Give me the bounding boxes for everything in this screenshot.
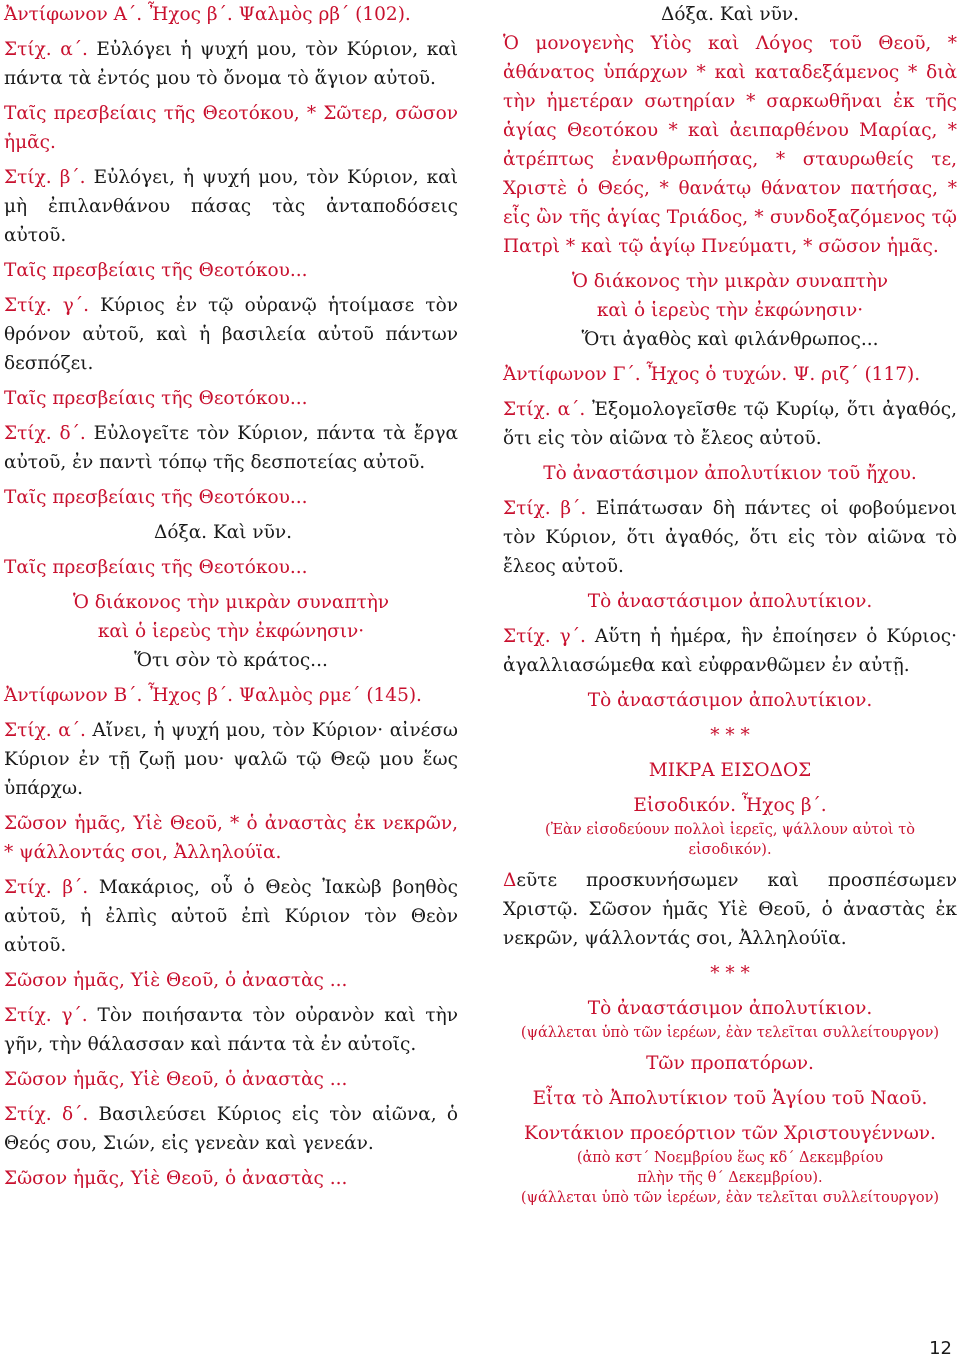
apolytikion-rubric: Τὸ ἀναστάσιμον ἀπολυτίκιον. bbox=[587, 690, 873, 711]
refrain-short: Ταῖς πρεσβείαις τῆς Θεοτόκου... bbox=[4, 388, 308, 409]
antiphon-3-verse-3 bbox=[503, 622, 957, 680]
verse-label: Στίχ. α΄. bbox=[4, 39, 88, 60]
left-column bbox=[4, 0, 458, 1199]
antiphon-2-verse-2 bbox=[4, 873, 458, 960]
glory-heading: Δόξα. Καὶ νῦν. bbox=[660, 4, 799, 25]
refrain-short: Σῶσον ἡμᾶς, Υἱὲ Θεοῦ, ὁ ἀναστὰς ... bbox=[4, 1069, 348, 1090]
antiphon-1-verse-1 bbox=[4, 35, 458, 93]
page-number: 12 bbox=[929, 1338, 952, 1359]
temple-apolytikion-rubric: Εἶτα τὸ Ἀπολυτίκιον τοῦ Ἁγίου τοῦ Ναοῦ. bbox=[532, 1088, 928, 1109]
verse-label: Στίχ. β΄. bbox=[4, 167, 86, 188]
verse-label: Στίχ. δ΄. bbox=[4, 1104, 89, 1125]
right-column bbox=[503, 0, 957, 1208]
refrain-full: Σῶσον ἡμᾶς, Υἱὲ Θεοῦ, * ὁ ἀναστὰς ἐκ νεκρῶν, * ψάλλοντάς σοι, Ἀλληλούϊα. bbox=[4, 813, 458, 863]
refrain-short: Ταῖς πρεσβείαις τῆς Θεοτόκου... bbox=[4, 487, 308, 508]
verse-label: Στίχ. α΄. bbox=[4, 720, 86, 741]
verse-label: Στίχ. α΄. bbox=[503, 399, 586, 420]
verse-text: Μακάριος, οὗ ὁ Θεὸς Ἰακὼβ βοηθὸς αὐτοῦ, ἡ ἐλπὶς αὐτοῦ ἐπὶ Κύριον τὸν Θεὸν αὐτοῦ. bbox=[4, 877, 458, 956]
verse-label: Στίχ. δ΄. bbox=[4, 423, 86, 444]
concelebration-note: (ψάλλεται ὑπὸ τῶν ἱερέων, ἐὰν τελεῖται συλλείτουργον) bbox=[520, 1190, 940, 1206]
litany-line-2: καὶ ὁ ἱερεὺς τὴν ἐκφώνησιν· bbox=[596, 300, 864, 321]
litany-line-2: καὶ ὁ ἱερεὺς τὴν ἐκφώνησιν· bbox=[97, 621, 365, 642]
refrain-full: Ταῖς πρεσβείαις τῆς Θεοτόκου, * Σῶτερ, σῶσον ἡμᾶς. bbox=[4, 103, 458, 153]
eisodikon-text bbox=[503, 866, 957, 953]
refrain-short: Σῶσον ἡμᾶς, Υἱὲ Θεοῦ, ὁ ἀναστὰς ... bbox=[4, 1168, 348, 1189]
antiphon-3-heading: Ἀντίφωνον Γ΄. Ἦχος ὁ τυχών. Ψ. ριζ΄ (117). bbox=[503, 364, 921, 385]
apolytikion-rubric: Τὸ ἀναστάσιμον ἀπολυτίκιον. bbox=[587, 998, 873, 1019]
section-separator: * * * bbox=[710, 963, 750, 984]
refrain-short: Σῶσον ἡμᾶς, Υἱὲ Θεοῦ, ὁ ἀναστὰς ... bbox=[4, 970, 348, 991]
verse-text: Εἰπάτωσαν δὴ πάντες οἱ φοβούμενοι τὸν Κύριον, ὅτι ἀγαθός, ὅτι εἰς τὸν αἰῶνα τὸ ἔλεος αὐτοῦ. bbox=[503, 498, 957, 577]
litany-line-1: Ὁ διάκονος τὴν μικρὰν συναπτὴν bbox=[72, 592, 390, 613]
antiphon-2-verse-3 bbox=[4, 1001, 458, 1059]
eisodikon-heading: Εἰσοδικόν. Ἦχος β΄. bbox=[633, 795, 827, 816]
verse-text: Βασιλεύσει Κύριος εἰς τὸν αἰῶνα, ὁ Θεός σου, Σιών, εἰς γενεὰν καὶ γενεάν. bbox=[4, 1104, 458, 1154]
monogenes-hymn: Ὁ μονογενὴς Υἱὸς καὶ Λόγος τοῦ Θεοῦ, * ἀθάνατος ὑπάρχων * καὶ καταδεξάμενος * διὰ τὴν ἡμετέραν σωτηρίαν * σαρκωθῆναι ἐκ τῆς ἁγίας Θεοτόκου * καὶ ἀειπαρθένου Μαρίας, * ἀτρέπτως ἐνανθρωπήσας, * σταυρωθείς τε, Χριστὲ ὁ Θεός, * θανάτῳ θάνατον πατήσας, * εἷς ὢν τῆς ἁγίας Τριάδος, * συνδοξαζόμενος τῷ Πατρὶ * καὶ τῷ ἁγίῳ Πνεύματι, * σῶσον ἡμᾶς. bbox=[503, 33, 957, 257]
antiphon-3-verse-1 bbox=[503, 395, 957, 453]
kontakion-rubric: Κοντάκιον προεόρτιον τῶν Χριστουγέννων. bbox=[524, 1123, 936, 1144]
antiphon-2-heading: Ἀντίφωνον Β΄. Ἦχος β΄. Ψαλμὸς ρμε΄ (145). bbox=[4, 685, 422, 706]
verse-text: Εὐλογεῖτε τὸν Κύριον, πάντα τὰ ἔργα αὐτοῦ, ἐν παντὶ τόπῳ τῆς δεσποτείας αὐτοῦ. bbox=[4, 423, 458, 473]
apolytikion-rubric: Τὸ ἀναστάσιμον ἀπολυτίκιον. bbox=[587, 591, 873, 612]
verse-text: Κύριος ἐν τῷ οὐρανῷ ἡτοίμασε τὸν θρόνον αὐτοῦ, καὶ ἡ βασιλεία αὐτοῦ πάντων δεσπόζει. bbox=[4, 295, 458, 374]
verse-label: Στίχ. β΄. bbox=[4, 877, 89, 898]
refrain-short: Ταῖς πρεσβείαις τῆς Θεοτόκου... bbox=[4, 260, 308, 281]
exclamation: Ὅτι σὸν τὸ κράτος... bbox=[134, 650, 328, 671]
verse-label: Στίχ. γ΄. bbox=[4, 295, 89, 316]
small-entrance-title: ΜΙΚΡΑ ΕΙΣΟΔΟΣ bbox=[648, 760, 812, 781]
antiphon-3-verse-2 bbox=[503, 494, 957, 581]
verse-text: Τὸν ποιήσαντα τὸν οὐρανὸν καὶ τὴν γῆν, τὴν θάλασσαν καὶ πάντα τὰ ἐν αὐτοῖς. bbox=[4, 1005, 458, 1055]
kontakion-note-1: (ἀπὸ κστ΄ Νοεμβρίου ἕως κδ΄ Δεκεμβρίου bbox=[576, 1150, 884, 1166]
verse-label: Στίχ. β΄. bbox=[503, 498, 587, 519]
section-separator: * * * bbox=[710, 725, 750, 746]
antiphon-2-verse-1 bbox=[4, 716, 458, 803]
exclamation: Ὅτι ἀγαθὸς καὶ φιλάνθρωπος... bbox=[581, 329, 879, 350]
apolytikion-rubric: Τὸ ἀναστάσιμον ἀπολυτίκιον τοῦ ἤχου. bbox=[543, 463, 917, 484]
refrain-short: Ταῖς πρεσβείαις τῆς Θεοτόκου... bbox=[4, 557, 308, 578]
antiphon-1-verse-3 bbox=[4, 291, 458, 378]
verse-text: Αὕτη ἡ ἡμέρα, ἣν ἐποίησεν ὁ Κύριος· ἀγαλλιασώμεθα καὶ εὐφρανθῶμεν ἐν αὐτῇ. bbox=[503, 626, 957, 676]
concelebration-note: (ψάλλεται ὑπὸ τῶν ἱερέων, ἐὰν τελεῖται συλλείτουργον) bbox=[520, 1025, 940, 1041]
glory-heading: Δόξα. Καὶ νῦν. bbox=[154, 522, 293, 543]
verse-text: Ἐξομολογεῖσθε τῷ Κυρίῳ, ὅτι ἀγαθός, ὅτι εἰς τὸν αἰῶνα τὸ ἔλεος αὐτοῦ. bbox=[503, 399, 957, 449]
antiphon-1-heading: Ἀντίφωνον Α΄. Ἦχος β΄. Ψαλμὸς ρβ΄ (102). bbox=[4, 4, 411, 25]
forefathers-rubric: Τῶν προπατόρων. bbox=[646, 1053, 814, 1074]
antiphon-1-verse-2 bbox=[4, 163, 458, 250]
eisodikon-note: (Ἐὰν εἰσοδεύουν πολλοὶ ἱερεῖς, ψάλλουν αὐτοὶ τὸ εἰσοδικόν). bbox=[545, 822, 915, 858]
litany-line-1: Ὁ διάκονος τὴν μικρὰν συναπτὴν bbox=[571, 271, 889, 292]
antiphon-2-verse-4 bbox=[4, 1100, 458, 1158]
initial-letter: Δ bbox=[503, 870, 517, 891]
verse-label: Στίχ. γ΄. bbox=[4, 1005, 88, 1026]
verse-label: Στίχ. γ΄. bbox=[503, 626, 586, 647]
eisodikon-body: εῦτε προσκυνήσωμεν καὶ προσπέσωμεν Χριστῷ. Σῶσον ἡμᾶς Υἱὲ Θεοῦ, ὁ ἀναστὰς ἐκ νεκρῶν, ψάλλοντάς σοι, Ἀλληλούϊα. bbox=[503, 870, 957, 949]
verse-text: Εὐλόγει, ἡ ψυχή μου, τὸν Κύριον, καὶ μὴ ἐπιλανθάνου πάσας τὰς ἀνταποδόσεις αὐτοῦ. bbox=[4, 167, 458, 246]
antiphon-1-verse-4 bbox=[4, 419, 458, 477]
kontakion-note-2: πλὴν τῆς θ΄ Δεκεμβρίου). bbox=[637, 1170, 823, 1186]
verse-text: Αἴνει, ἡ ψυχή μου, τὸν Κύριον· αἰνέσω Κύριον ἐν τῇ ζωῇ μου· ψαλῶ τῷ Θεῷ μου ἕως ὑπάρχω. bbox=[4, 720, 458, 799]
verse-text: Εὐλόγει ἡ ψυχή μου, τὸν Κύριον, καὶ πάντα τὰ ἐντός μου τὸ ὄνομα τὸ ἅγιον αὐτοῦ. bbox=[4, 39, 459, 89]
